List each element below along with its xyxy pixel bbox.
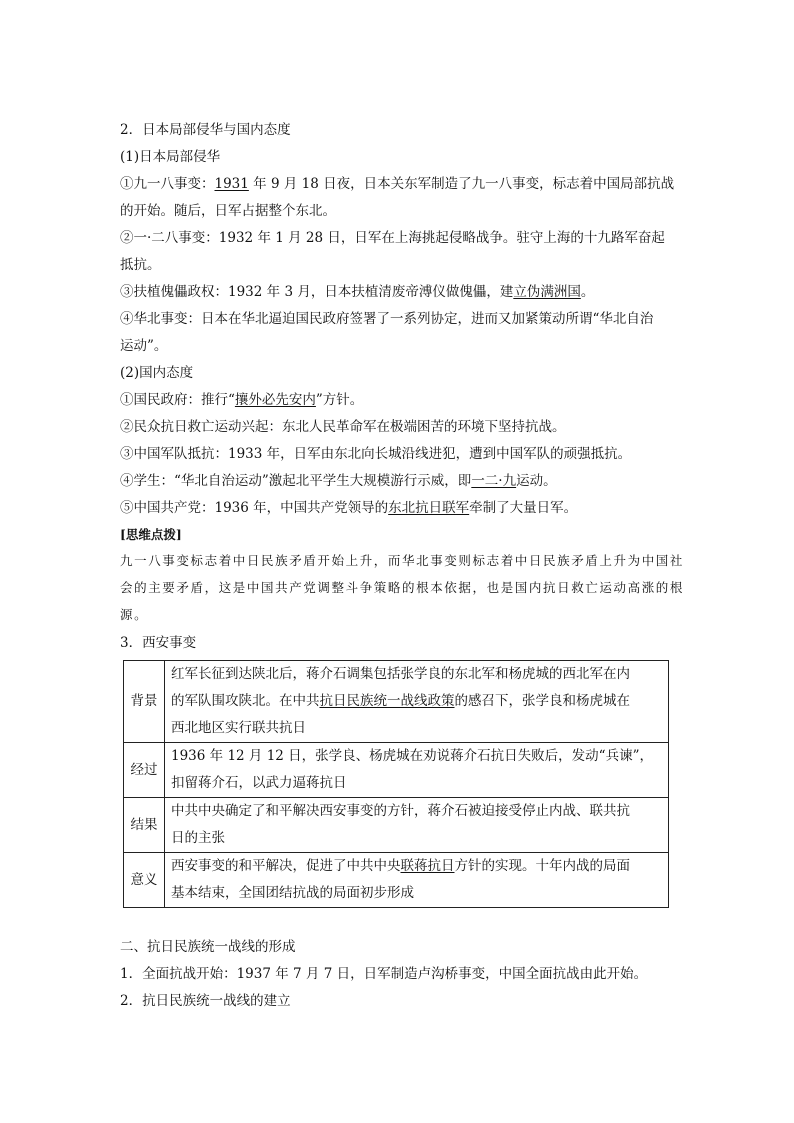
table-row — [124, 853, 669, 908]
tip-text-line-1: 九一八事变标志着中日民族矛盾开始上升，而华北事变则标志着中日民族矛盾上升为中国社 — [120, 553, 685, 568]
subheading-partial-invasion: (1)日本局部侵华 — [120, 149, 221, 165]
row-label-process: 经过 — [124, 743, 165, 798]
table-row — [124, 743, 669, 798]
tip-label: [思维点拨] — [120, 527, 182, 542]
tip-text-line-2: 会的主要矛盾，这是中国共产党调整斗争策略的根本依据，也是国内抗日救亡运动高涨的根 — [120, 580, 685, 595]
row-label-background: 背景 — [124, 661, 165, 743]
item-full-war: 1．全面抗战开始：1937 年 7 月 7 日，日军制造卢沟桥事变，中国全面抗战由此开始。 — [120, 966, 648, 982]
row-content-background: 红军长征到达陕北后，蒋介石调集包括张学良的东北军和杨虎城的西北军在内 的军队围攻陕北。在中共抗日民族统一战线政策的感召下，张学良和杨虎城在 西北地区实行联共抗日 — [165, 661, 669, 743]
item-nationalist-gov: ①国民政府：推行“攘外必先安内”方针。 — [120, 392, 364, 408]
section-heading-invasion: 2．日本局部侵华与国内态度 — [120, 122, 291, 138]
item-north-china-incident: ④华北事变：日本在华北逼迫国民政府签署了一系列协定，进而又加紧策动所谓“华北自治 — [120, 311, 654, 327]
table-row — [124, 798, 669, 853]
item-north-china-incident-cont: 运动”。 — [120, 338, 168, 354]
row-content-process: 1936 年 12 月 12 日，张学良、杨虎城在劝说蒋介石抗日失败后，发动“兵谏”， 扣留蒋介石，以武力逼蒋抗日 — [165, 743, 669, 798]
item-918-incident: ①九一八事变：1931 年 9 月 18 日夜，日本关东军制造了九一八事变，标志着中国局部抗战 — [120, 176, 675, 192]
section-heading-xian: 3．西安事变 — [120, 635, 197, 651]
item-918-incident-cont: 的开始。随后，日军占据整个东北。 — [120, 203, 336, 219]
item-128-incident-cont: 抵抗。 — [120, 257, 161, 273]
row-label-result: 结果 — [124, 798, 165, 853]
row-content-significance: 西安事变的和平解决，促进了中共中央联蒋抗日方针的实现。十年内战的局面 基本结束，全国团结抗战的局面初步形成 — [165, 853, 669, 908]
section-heading-united-front: 二、抗日民族统一战线的形成 — [120, 939, 296, 955]
item-mass-movement: ②民众抗日救亡运动兴起：东北人民革命军在极端困苦的环境下坚持抗战。 — [120, 419, 566, 435]
table-row — [124, 661, 669, 743]
item-puppet-regime: ③扶植傀儡政权：1932 年 3 月，日本扶植清废帝溥仪做傀儡，建立伪满洲国。 — [120, 284, 595, 300]
subheading-domestic-attitude: (2)国内态度 — [120, 365, 194, 381]
tip-text-line-3: 源。 — [120, 607, 149, 622]
item-front-established: 2．抗日民族统一战线的建立 — [120, 993, 291, 1009]
xian-incident-table — [123, 660, 669, 908]
row-content-result: 中共中央确定了和平解决西安事变的方针，蒋介石被迫接受停止内战、联共抗 日的主张 — [165, 798, 669, 853]
row-label-significance: 意义 — [124, 853, 165, 908]
item-students: ④学生：“华北自治运动”激起北平学生大规模游行示威，即一二·九运动。 — [120, 473, 557, 489]
item-army-resistance: ③中国军队抵抗：1933 年，日军由东北向长城沿线进犯，遭到中国军队的顽强抵抗。 — [120, 446, 632, 462]
item-128-incident: ②一·二八事变：1932 年 1 月 28 日，日军在上海挑起侵略战争。驻守上海的十九路军奋起 — [120, 230, 665, 246]
item-cpc: ⑤中国共产党：1936 年，中国共产党领导的东北抗日联军牵制了大量日军。 — [120, 500, 578, 516]
